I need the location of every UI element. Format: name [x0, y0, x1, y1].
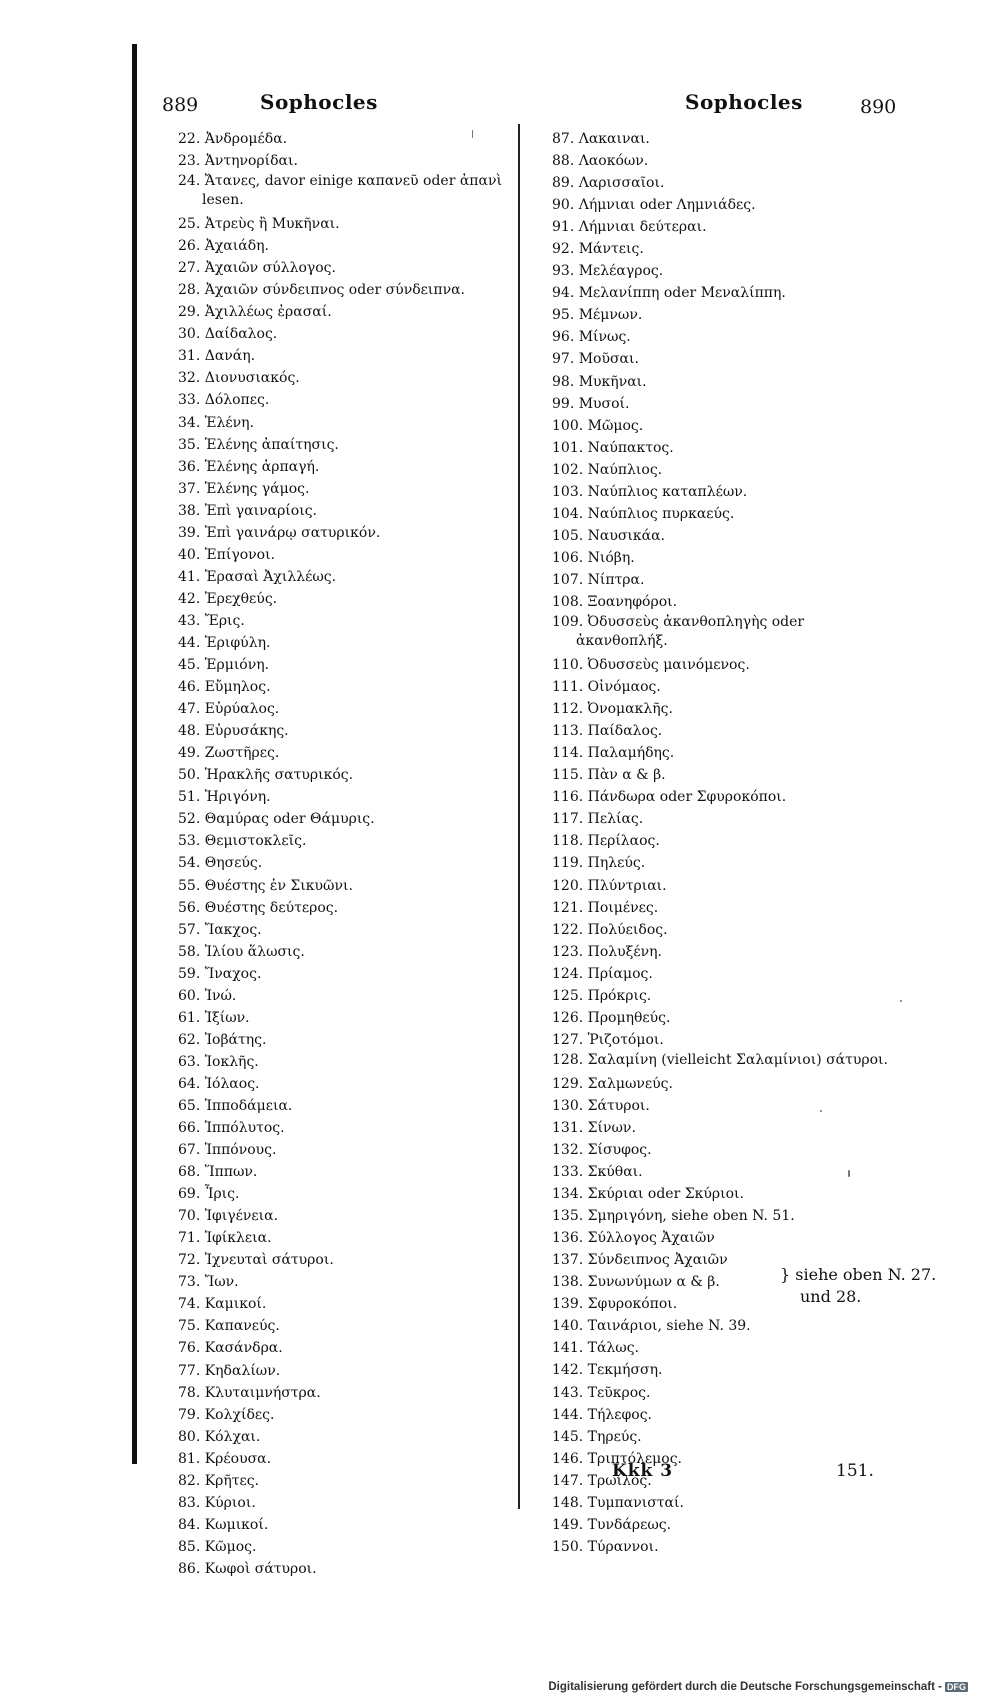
- index-entry: 84. Κωμικοί.: [178, 1516, 269, 1533]
- index-entry: 35. Ἑλένης ἀπαίτησις.: [178, 436, 339, 453]
- index-entry: 68. Ἵππων.: [178, 1164, 258, 1181]
- index-entry: 85. Κῶμος.: [178, 1538, 257, 1555]
- index-entry: 64. Ἰόλαος.: [178, 1075, 260, 1092]
- index-entry: 34. Ἑλένη.: [178, 414, 254, 431]
- index-entry: 99. Μυσοί.: [552, 395, 630, 412]
- index-entry: 42. Ἐρεχθεύς.: [178, 590, 278, 607]
- index-entry: 150. Τύραννοι.: [552, 1538, 659, 1555]
- index-entry: 72. Ἰχνευταὶ σάτυροι.: [178, 1252, 334, 1269]
- index-entry: 147. Τρωίλος.: [552, 1472, 652, 1489]
- index-entry: 138. Συνωνύμων α & β.: [552, 1274, 720, 1291]
- index-entry: 127. Ῥιζοτόμοι.: [552, 1031, 664, 1048]
- index-entry: 130. Σάτυροι.: [552, 1097, 650, 1114]
- index-entry: 128. Σαλαμίνη (vielleicht Σαλαμίνιοι) σάτυροι.: [552, 1051, 888, 1068]
- index-entry: 129. Σαλμωνεύς.: [552, 1075, 673, 1092]
- index-entry: 113. Παίδαλος.: [552, 723, 663, 740]
- index-entry: 125. Πρόκρις.: [552, 987, 652, 1004]
- index-entry: 30. Δαίδαλος.: [178, 326, 278, 343]
- index-entry: 51. Ἠριγόνη.: [178, 789, 271, 806]
- signature-mark: Kkk 3: [612, 1461, 674, 1481]
- scan-speck: [472, 130, 473, 138]
- catchword: 151.: [836, 1461, 874, 1481]
- index-entry: 90. Λήμνιαι oder Λημνιάδες.: [552, 197, 756, 214]
- index-entry: 48. Εὐρυσάκης.: [178, 723, 289, 740]
- index-entry: 114. Παλαμήδης.: [552, 745, 675, 762]
- page-header: [150, 86, 897, 120]
- index-entry: 91. Λήμνιαι δεύτεραι.: [552, 219, 707, 236]
- index-entry: 32. Διονυσιακός.: [178, 370, 300, 387]
- index-entry: 58. Ἰλίου ἅλωσις.: [178, 943, 305, 960]
- index-entry: 26. Ἀχαιάδη.: [178, 238, 269, 255]
- index-entry: 67. Ἱππόνους.: [178, 1142, 277, 1159]
- index-entry: 111. Οἰνόμαος.: [552, 679, 661, 696]
- index-entry: 102. Ναύπλιος.: [552, 461, 663, 478]
- index-entry: 52. Θαμύρας oder Θάμυρις.: [178, 811, 375, 828]
- index-entry: 41. Ἐρασαὶ Ἀχιλλέως.: [178, 568, 337, 585]
- index-entry: 106. Νιόβη.: [552, 549, 635, 566]
- index-entry: 133. Σκύθαι.: [552, 1164, 643, 1181]
- index-entry: 82. Κρῆτες.: [178, 1472, 260, 1489]
- index-entry: 54. Θησεύς.: [178, 855, 263, 872]
- index-entry: 140. Ταινάριοι, siehe N. 39.: [552, 1318, 751, 1335]
- index-entry: 92. Μάντεις.: [552, 241, 644, 258]
- index-entry: 25. Ἀτρεὺς ἢ Μυκῆναι.: [178, 216, 340, 233]
- index-entry: 143. Τεῦκρος.: [552, 1384, 651, 1401]
- index-entry: 98. Μυκῆναι.: [552, 373, 647, 390]
- index-entry: 77. Κηδαλίων.: [178, 1362, 281, 1379]
- index-entry: 33. Δόλοπες.: [178, 392, 270, 409]
- index-entry: 108. Ξοανηφόροι.: [552, 593, 678, 610]
- index-entry: 71. Ἰφίκλεια.: [178, 1230, 272, 1247]
- index-entry: 115. Πὰν α & β.: [552, 767, 666, 784]
- index-entry: 23. Ἀντηνορίδαι.: [178, 153, 298, 170]
- index-entry: 119. Πηλεύς.: [552, 855, 646, 872]
- index-entry: 22. Ἀνδρομέδα.: [178, 131, 288, 147]
- index-entry: 55. Θυέστης ἐν Σικυῶνι.: [178, 877, 353, 894]
- index-entry: 40. Ἐπίγονοι.: [178, 546, 276, 563]
- index-entry: 123. Πολυξένη.: [552, 943, 662, 960]
- index-entry: 117. Πελίας.: [552, 811, 644, 828]
- index-entry: 109. Ὀδυσσεὺς ἀκανθοπληγὴς oder ἀκανθοπλήξ.: [552, 614, 805, 650]
- index-entry: 59. Ἴναχος.: [178, 965, 262, 982]
- index-entry: 137. Σύνδειπνος Ἀχαιῶν: [552, 1252, 728, 1269]
- index-entry: 57. Ἴακχος.: [178, 921, 262, 938]
- index-entry: 79. Κολχίδες.: [178, 1406, 275, 1423]
- index-entry: 136. Σύλλογος Ἀχαιῶν: [552, 1230, 715, 1247]
- index-entry: 83. Κύριοι.: [178, 1494, 256, 1511]
- index-entry: 93. Μελέαγρος.: [552, 263, 664, 280]
- index-entry: 112. Ὀνομακλῆς.: [552, 701, 673, 718]
- index-entry: 131. Σίνων.: [552, 1119, 636, 1136]
- index-entry: 142. Τεκμήσση.: [552, 1362, 663, 1379]
- index-entry: 70. Ἰφιγένεια.: [178, 1208, 279, 1225]
- index-entry: 37. Ἑλένης γάμος.: [178, 480, 310, 497]
- index-entry: 116. Πάνδωρα oder Σφυροκόποι.: [552, 789, 787, 806]
- scan-speck: [848, 1170, 850, 1177]
- index-entry: 103. Ναύπλιος καταπλέων.: [552, 483, 748, 500]
- index-entry: 36. Ἑλένης ἁρπαγή.: [178, 458, 320, 475]
- index-entry: 96. Μίνως.: [552, 329, 631, 346]
- index-entry: 97. Μοῦσαι.: [552, 351, 639, 368]
- index-entry: 88. Λαοκόων.: [552, 153, 649, 170]
- index-entry: 148. Τυμπανισταί.: [552, 1494, 684, 1511]
- index-entry: 74. Καμικοί.: [178, 1296, 267, 1313]
- index-entry: 81. Κρέουσα.: [178, 1450, 272, 1467]
- index-entry: 78. Κλυταιμνήστρα.: [178, 1384, 321, 1401]
- index-entry: 61. Ἰξίων.: [178, 1009, 250, 1026]
- running-head-left: Sophocles: [260, 90, 378, 114]
- column-divider: [518, 124, 520, 1509]
- index-entry: 145. Τηρεύς.: [552, 1428, 642, 1445]
- index-entry: 38. Ἐπὶ γαιναρίοις.: [178, 502, 318, 519]
- index-entry: 63. Ἰοκλῆς.: [178, 1053, 259, 1070]
- index-entry: 53. Θεμιστοκλεῖς.: [178, 833, 307, 850]
- index-entry: 101. Ναύπακτος.: [552, 439, 674, 456]
- index-entry: 146. Τριπτόλεμος.: [552, 1450, 682, 1467]
- index-entry: 62. Ἰοβάτης.: [178, 1031, 267, 1048]
- page-number-left: 889: [162, 94, 199, 116]
- running-head-right: Sophocles: [685, 90, 803, 114]
- index-entry: 39. Ἐπὶ γαινάρῳ σατυρικόν.: [178, 524, 381, 541]
- left-column-list: [178, 128, 508, 1580]
- index-entry: 126. Προμηθεύς.: [552, 1009, 671, 1026]
- index-entry: 87. Λακαιναι.: [552, 131, 650, 147]
- scan-speck: [900, 1000, 902, 1002]
- index-entry: 135. Σμηριγόνη, siehe oben N. 51.: [552, 1208, 795, 1225]
- index-entry: 56. Θυέστης δεύτερος.: [178, 899, 339, 916]
- index-entry: 89. Λαρισσαῖοι.: [552, 175, 665, 192]
- index-entry: 105. Ναυσικάα.: [552, 527, 665, 544]
- index-entry: 124. Πρίαμος.: [552, 965, 653, 982]
- index-entry: 44. Ἐριφύλη.: [178, 634, 271, 651]
- index-entry: 65. Ἱπποδάμεια.: [178, 1097, 293, 1114]
- index-entry: 94. Μελανίππη oder Μεναλίππη.: [552, 285, 786, 302]
- index-entry: 27. Ἀχαιῶν σύλλογος.: [178, 260, 336, 277]
- index-entry: 80. Κόλχαι.: [178, 1428, 261, 1445]
- index-entry: 60. Ἰνώ.: [178, 987, 237, 1004]
- right-column-list: [552, 128, 892, 1558]
- footer-credit-text: Digitalisierung gefördert durch die Deutsche Forschungsgemeinschaft -: [548, 1681, 942, 1693]
- dfg-logo: DFG: [947, 1682, 966, 1692]
- index-entry: 134. Σκύριαι oder Σκύριοι.: [552, 1186, 744, 1203]
- brace-note-line-2: und 28.: [800, 1287, 862, 1306]
- index-entry: 132. Σίσυφος.: [552, 1142, 652, 1159]
- index-entry: 29. Ἀχιλλέως ἐρασαί.: [178, 304, 332, 321]
- index-entry: 28. Ἀχαιῶν σύνδειπνος oder σύνδειπνα.: [178, 282, 465, 299]
- scan-gutter-shadow: [132, 44, 137, 1464]
- index-entry: 31. Δανάη.: [178, 348, 256, 365]
- brace-note: [780, 1264, 936, 1308]
- index-entry: 73. Ἴων.: [178, 1274, 239, 1291]
- page-number-right: 890: [860, 96, 897, 118]
- index-entry: 120. Πλύντριαι.: [552, 877, 667, 894]
- index-entry: 69. Ἶρις.: [178, 1186, 240, 1203]
- index-entry: 24. Ἄτανες, davor einige καπανεῦ oder ἀπανὶ lesen.: [178, 173, 502, 209]
- index-entry: 107. Νίπτρα.: [552, 571, 645, 588]
- index-entry: 49. Ζωστῆρες.: [178, 745, 280, 762]
- scan-speck: [820, 1110, 822, 1112]
- index-entry: 100. Μῶμος.: [552, 417, 644, 434]
- index-entry: 45. Ἑρμιόνη.: [178, 657, 270, 674]
- footer-credit: [548, 1681, 968, 1693]
- index-entry: 144. Τήλεφος.: [552, 1406, 652, 1423]
- index-entry: 121. Ποιμένες.: [552, 899, 659, 916]
- index-entry: 75. Καπανεύς.: [178, 1318, 280, 1335]
- index-entry: 47. Εὐρύαλος.: [178, 701, 280, 718]
- index-entry: 139. Σφυροκόποι.: [552, 1296, 678, 1313]
- index-entry: 141. Τάλως.: [552, 1340, 639, 1357]
- page-footer: [0, 1681, 1000, 1699]
- index-entry: 66. Ἱππόλυτος.: [178, 1120, 285, 1137]
- index-entry: 43. Ἔρις.: [178, 612, 245, 629]
- index-entry: 95. Μέμνων.: [552, 307, 643, 324]
- index-entry: 76. Κασάνδρα.: [178, 1340, 283, 1357]
- index-entry: 86. Κωφοὶ σάτυροι.: [178, 1560, 317, 1577]
- index-entry: 110. Ὀδυσσεὺς μαινόμενος.: [552, 657, 750, 674]
- index-entry: 104. Ναύπλιος πυρκαεύς.: [552, 505, 735, 522]
- index-entry: 122. Πολύειδος.: [552, 921, 668, 938]
- index-entry: 50. Ἡρακλῆς σατυρικός.: [178, 767, 354, 784]
- index-entry: 46. Εὔμηλος.: [178, 679, 271, 696]
- brace-note-line-1: } siehe oben N. 27.: [780, 1265, 937, 1284]
- index-entry: 118. Περίλαος.: [552, 833, 660, 850]
- index-entry: 149. Τυνδάρεως.: [552, 1516, 672, 1533]
